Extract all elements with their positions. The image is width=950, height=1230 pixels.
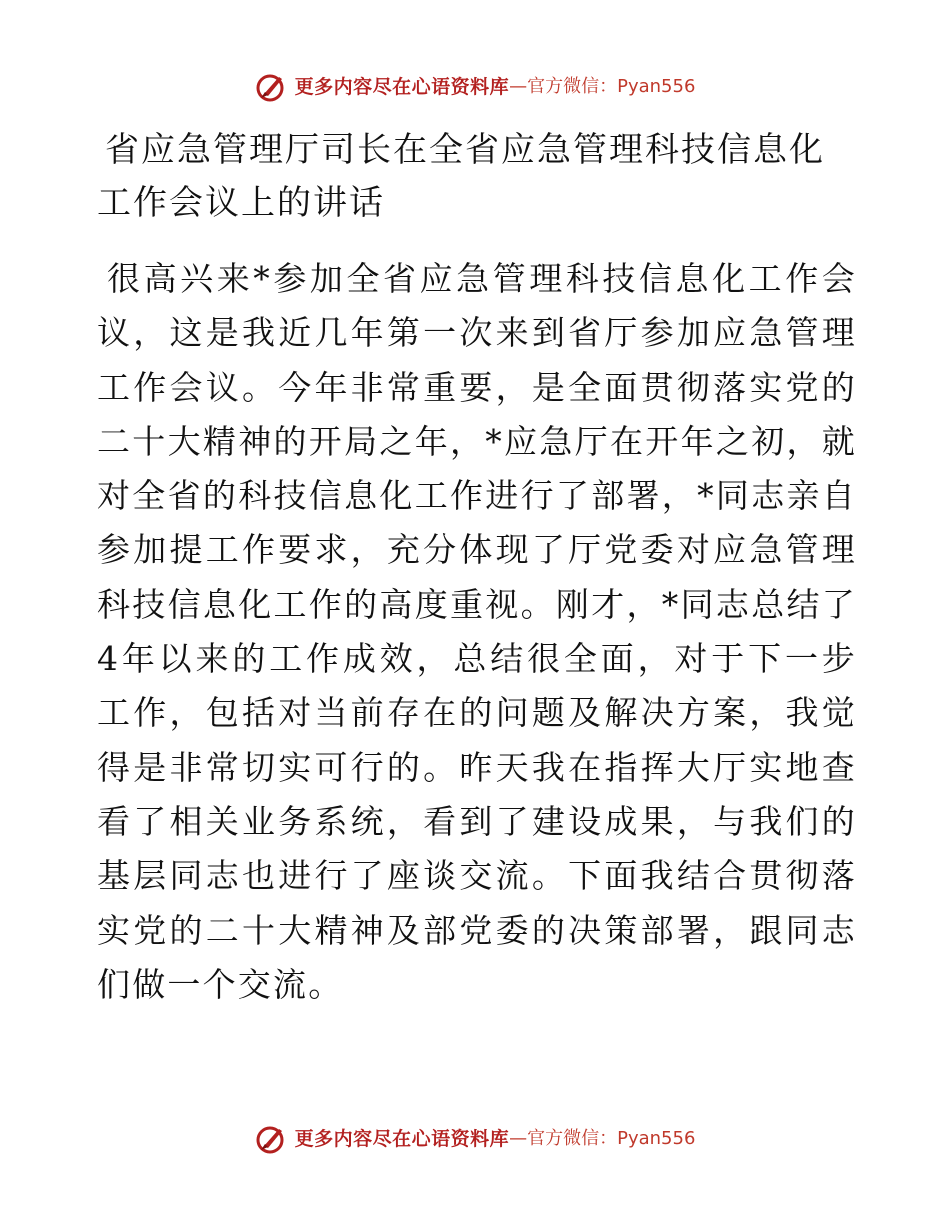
document-title: 省应急管理厅司长在全省应急管理科技信息化工作会议上的讲话 [97, 130, 825, 223]
watermark-library-text: 更多内容尽在心语资料库 [294, 75, 510, 98]
document-body-paragraph: 很高兴来*参加全省应急管理科技信息化工作会议，这是我近几年第一次来到省厅参加应急管理工作会议。今年非常重要，是全面贯彻落实党的二十大精神的开局之年，*应急厅在开年之初，就对全省的科技信息化工作进行了部署，*同志亲自参加提工作要求，充分体现了厅党委对应急管理科技信息化工作的高度重视。刚才，*同志总结了4年以来的工作成效，总结很全面，对于下一步工作，包括对当前存在的问题及解决方案，我觉得是非常切实可行的。昨天我在指挥大厅实地查看了相关业务系统，看到了建设成果，与我们的基层同志也进行了座谈交流。下面我结合贯彻落实党的二十大精神及部党委的决策部署，跟同志们做一个交流。 [97, 259, 857, 1004]
watermark-contact-text: —官方微信：Pyan556 [509, 1128, 696, 1149]
footer-watermark [0, 1122, 950, 1156]
watermark-text [294, 75, 696, 98]
watermark-text [294, 1127, 696, 1150]
watermark-contact-text: —官方微信：Pyan556 [509, 76, 696, 97]
brush-logo-icon [255, 70, 287, 104]
brush-logo-icon [255, 1122, 287, 1156]
header-watermark [0, 70, 950, 104]
watermark-library-text: 更多内容尽在心语资料库 [294, 1127, 510, 1150]
